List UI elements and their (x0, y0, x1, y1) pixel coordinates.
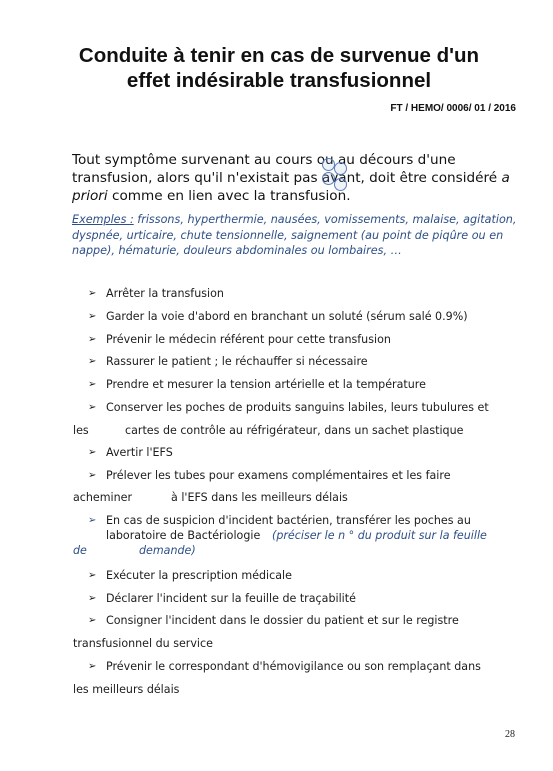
list-item: Avertir l'EFS (106, 446, 173, 459)
arrow-bullet-icon: ➢ (88, 311, 97, 322)
arrow-bullet-icon: ➢ (88, 447, 97, 458)
list-item: Prélever les tubes pour examens complémentaires et les faire (106, 469, 451, 482)
list-item-continuation: les (73, 424, 89, 437)
arrow-bullet-icon: ➢ (88, 515, 97, 526)
intro-text-1: Tout symptôme survenant au cours ou au décours d'une transfusion, alors qu'il n'existait pas avant, doit être considéré (72, 152, 502, 186)
list-item-note: (préciser le n ° du produit sur la feuille (272, 529, 487, 542)
intro-paragraph (72, 151, 517, 205)
title-line-2: effet indésirable transfusionnel (126, 69, 432, 92)
list-item: Rassurer le patient ; le réchauffer si nécessaire (106, 355, 368, 368)
list-item: Déclarer l'incident sur la feuille de traçabilité (106, 592, 356, 605)
arrow-bullet-icon: ➢ (88, 570, 97, 581)
list-item-continuation: à l'EFS dans les meilleurs délais (171, 491, 348, 504)
examples-text: frissons, hyperthermie, nausées, vomissements, malaise, agitation, dyspnée, urticaire, chute tensionnelle, saignement (au point de piqûre ou en nappe), hématurie, douleurs abdominales ou lombaires, … (72, 213, 517, 257)
list-item: Prévenir le correspondant d'hémovigilance ou son remplaçant dans (106, 660, 481, 673)
list-item: Prévenir le médecin référent pour cette transfusion (106, 333, 391, 346)
examples-paragraph (72, 212, 522, 259)
selection-handle-icon[interactable] (334, 178, 347, 191)
arrow-bullet-icon: ➢ (88, 593, 97, 604)
list-item: Exécuter la prescription médicale (106, 569, 292, 582)
list-item-continuation: acheminer (73, 491, 133, 504)
list-item-note: de (73, 544, 87, 557)
list-item: Conserver les poches de produits sanguins labiles, leurs tubulures et (106, 401, 489, 414)
list-item: Arrêter la transfusion (106, 287, 224, 300)
arrow-bullet-icon: ➢ (88, 334, 97, 345)
list-item: En cas de suspicion d'incident bactérien, transférer les poches au (106, 514, 471, 527)
list-item: Consigner l'incident dans le dossier du patient et sur le registre (106, 614, 459, 627)
list-item-continuation: laboratoire de Bactériologie (106, 529, 261, 542)
list-item-continuation: cartes de contrôle au réfrigérateur, dans un sachet plastique (125, 424, 464, 437)
arrow-bullet-icon: ➢ (88, 356, 97, 367)
page-title (40, 43, 518, 93)
intro-text-2: comme en lien avec la transfusion. (107, 188, 351, 204)
arrow-bullet-icon: ➢ (88, 470, 97, 481)
arrow-bullet-icon: ➢ (88, 402, 97, 413)
list-item: Prendre et mesurer la tension artérielle et la température (106, 378, 426, 391)
arrow-bullet-icon: ➢ (88, 379, 97, 390)
arrow-bullet-icon: ➢ (88, 661, 97, 672)
page-number: 28 (505, 729, 515, 740)
list-item: Garder la voie d'abord en branchant un soluté (sérum salé 0.9%) (106, 310, 468, 323)
list-item-continuation: les meilleurs délais (73, 683, 180, 696)
arrow-bullet-icon: ➢ (88, 288, 97, 299)
document-reference: FT / HEMO/ 0006/ 01 / 2016 (390, 103, 516, 114)
title-line-1: Conduite à tenir en cas de survenue d'un (78, 44, 480, 67)
list-item-note: demande) (139, 544, 196, 557)
list-item-continuation: transfusionnel du service (73, 637, 213, 650)
arrow-bullet-icon: ➢ (88, 615, 97, 626)
selection-handle-icon[interactable] (334, 162, 347, 175)
intro-emphasis: a priori (72, 170, 510, 204)
examples-label: Exemples : (72, 213, 134, 226)
